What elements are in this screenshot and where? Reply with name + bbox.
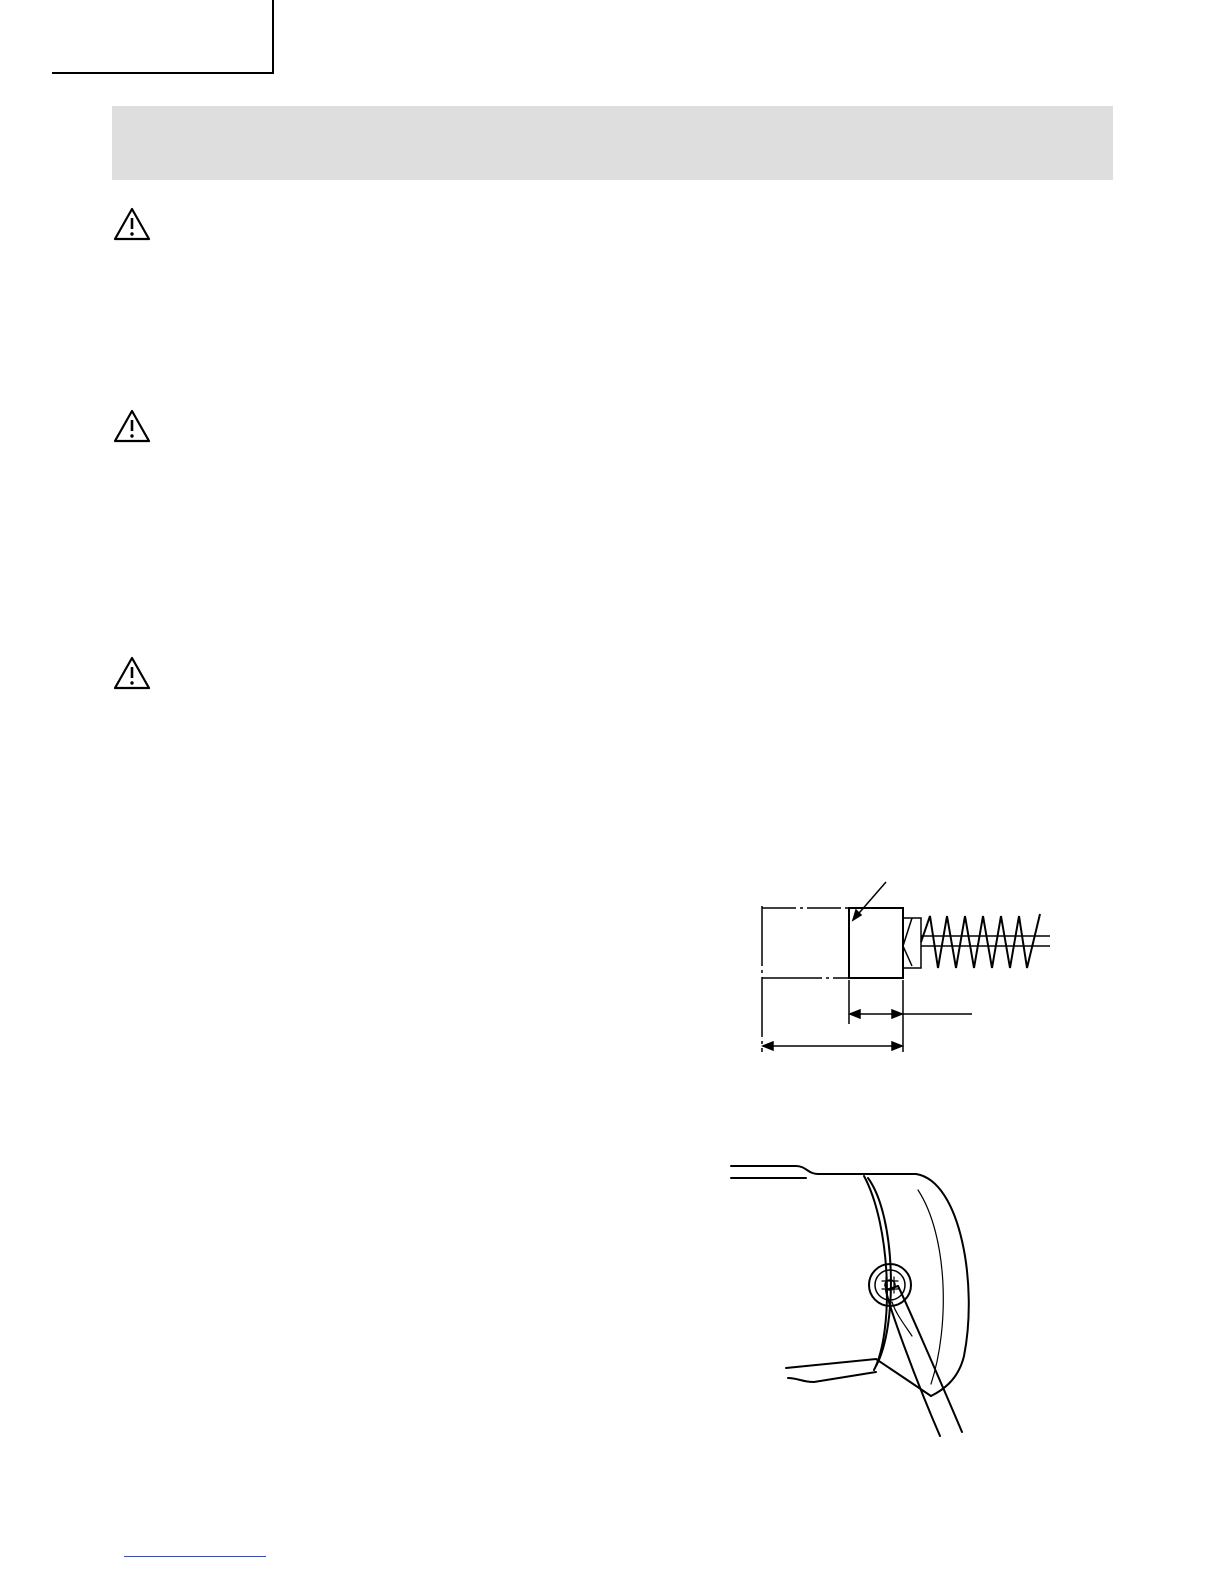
carbon-brush-wear-limit-figure <box>740 876 1070 1056</box>
warning-triangle-icon <box>113 207 151 241</box>
warning-triangle-icon <box>113 409 151 443</box>
footer-link-rule <box>124 1556 266 1557</box>
section-header-bar <box>112 106 1113 180</box>
brush-cap-removal-figure <box>726 1156 976 1446</box>
page-corner-frame <box>52 0 274 74</box>
warning-triangle-icon <box>113 656 151 690</box>
